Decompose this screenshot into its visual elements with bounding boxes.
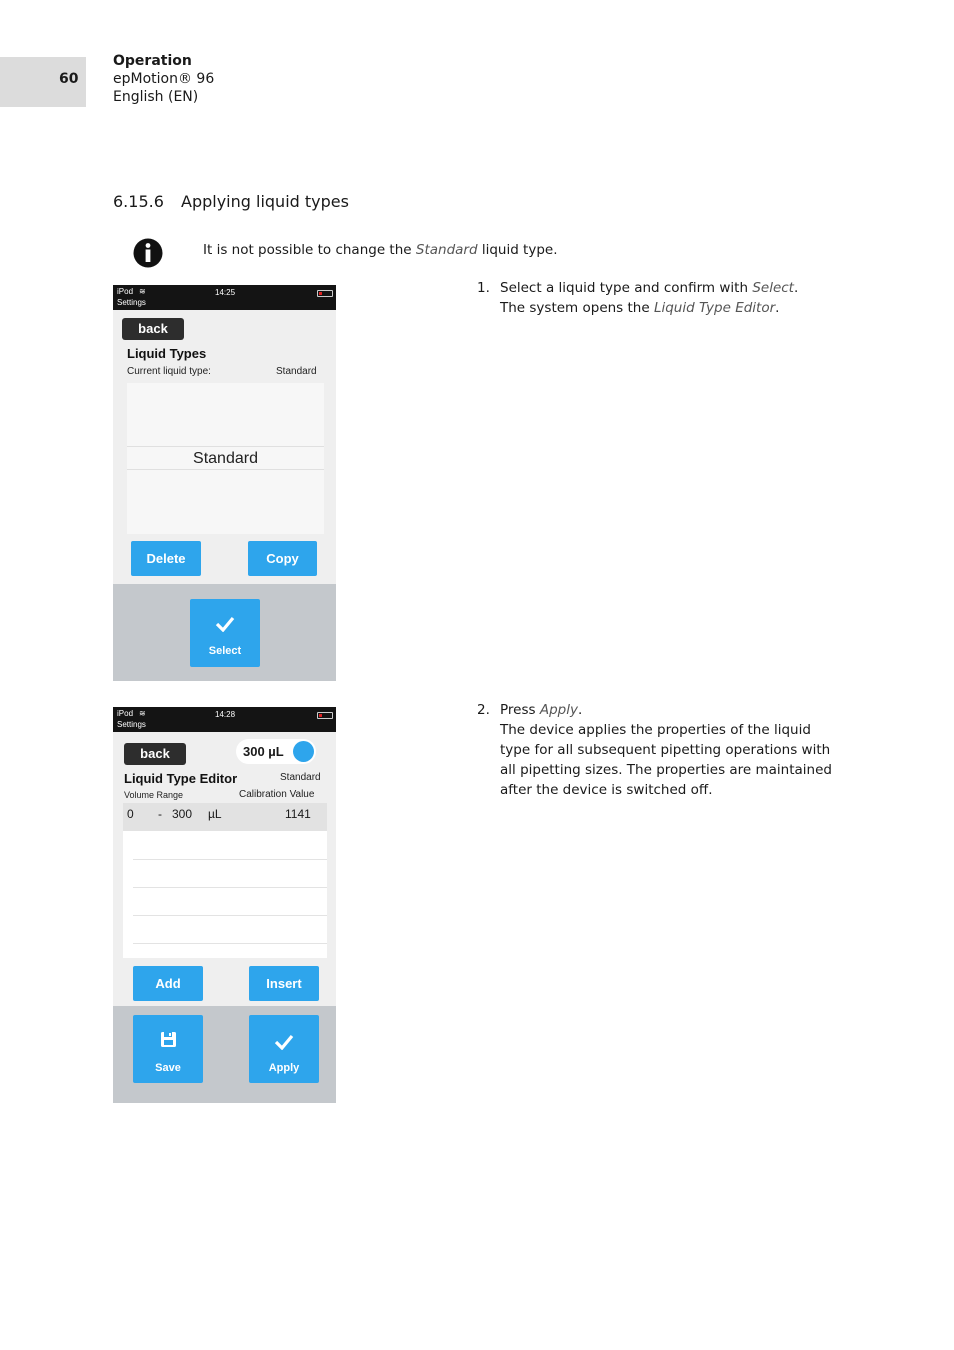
screen-title: Liquid Types <box>127 346 207 361</box>
step-number: 1. <box>477 280 490 296</box>
checkmark-icon <box>215 616 235 632</box>
save-button[interactable]: Save <box>133 1015 203 1083</box>
table-row-divider <box>133 943 327 944</box>
insert-button[interactable]: Insert <box>249 966 319 1001</box>
picker-selected-item[interactable]: Standard <box>127 446 324 470</box>
info-icon <box>133 238 163 268</box>
volume-range-header: Volume Range <box>124 790 184 800</box>
product-name: epMotion® 96 <box>113 71 215 87</box>
status-bar: iPod ≋ Settings 14:28 <box>113 707 336 732</box>
step-instruction: Select a liquid type and confirm with Select. <box>500 280 799 296</box>
section-number: 6.15.6 <box>113 192 164 211</box>
add-button[interactable]: Add <box>133 966 203 1001</box>
info-note: It is not possible to change the Standard liquid type. <box>203 242 558 258</box>
step-result: The system opens the Liquid Type Editor. <box>500 300 780 316</box>
wifi-icon: ≋ <box>139 709 146 718</box>
liquid-type-picker[interactable] <box>127 383 324 534</box>
liquid-type-editor-screenshot <box>113 707 336 1103</box>
table-row-divider <box>133 859 327 860</box>
toggle-knob <box>293 741 314 762</box>
table-row-divider <box>133 887 327 888</box>
volume-toggle[interactable]: 300 µL <box>236 739 316 764</box>
step-result: The device applies the properties of the liquid type for all subsequent pipetting operations with all pipetting sizes. The properties are maintained after the device is switched off. <box>500 722 832 798</box>
wifi-icon: ≋ <box>139 287 146 296</box>
save-disk-icon <box>160 1031 177 1048</box>
chapter-title: Operation <box>113 53 192 69</box>
battery-icon <box>317 712 333 719</box>
current-liquid-value: Standard <box>276 366 317 377</box>
back-button[interactable]: back <box>124 743 186 765</box>
step-number: 2. <box>477 702 490 718</box>
table-row-divider <box>133 915 327 916</box>
section-heading <box>113 192 349 211</box>
status-bar: iPod ≋ Settings 14:25 <box>113 285 336 310</box>
copy-button[interactable]: Copy <box>248 541 317 576</box>
calibration-value-header: Calibration Value <box>239 789 315 800</box>
liquid-types-screenshot <box>113 285 336 681</box>
step-1 <box>477 278 845 318</box>
apply-button[interactable]: Apply <box>249 1015 319 1083</box>
checkmark-icon <box>274 1034 294 1050</box>
step-instruction: Press Apply. <box>500 702 583 718</box>
section-title: Applying liquid types <box>181 192 349 211</box>
page-number: 60 <box>59 71 79 87</box>
liquid-name: Standard <box>280 772 321 783</box>
screen-title: Liquid Type Editor <box>124 771 238 786</box>
back-button[interactable]: back <box>122 318 184 340</box>
battery-icon <box>317 290 333 297</box>
current-liquid-label: Current liquid type: <box>127 366 211 377</box>
select-button[interactable]: Select <box>190 599 260 667</box>
document-language: English (EN) <box>113 89 199 105</box>
calibration-table <box>123 803 327 958</box>
table-row[interactable]: 0 - 300 µL 1141 <box>123 803 327 831</box>
delete-button[interactable]: Delete <box>131 541 201 576</box>
step-2 <box>477 700 845 800</box>
